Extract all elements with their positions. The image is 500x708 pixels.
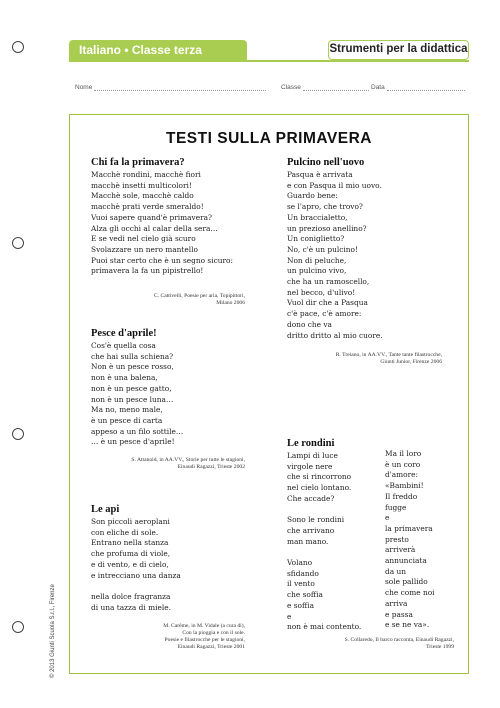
poem-credit: M. Carême, in M. Vidale (a cura di), Con la pioggia e con il sole. Poesie e filastrocche per le stagioni, Einaudi Ragazzi, Trieste 2001 (163, 623, 245, 650)
name-label: Nome (75, 84, 93, 91)
class-field[interactable] (281, 84, 369, 91)
poem-column-a: Lampi di luce virgole nere che si rincorrono nel cielo lontano. Che accade? Sono le rondini che arrivano man mano. Volano sfidando il vento che soffia e soffia e non è mai contento. (287, 451, 362, 632)
poem-credit: S. Attanold, in AA.VV., Storie per tutte le stagioni, Einaudi Ragazzi, Trieste 2002 (131, 457, 245, 470)
subject-tab: Italiano • Classe terza (69, 40, 247, 60)
section-tab: Strumenti per la didattica (328, 40, 469, 60)
poem-title: Chi fa la primavera? (91, 157, 185, 168)
binder-hole (12, 428, 24, 440)
poem-title: Pulcino nell'uovo (287, 157, 365, 168)
class-label: Classe (281, 84, 301, 91)
poem-title: Le api (91, 504, 120, 515)
header-rule (69, 60, 469, 62)
poem-le-rondini (287, 438, 361, 633)
copyright-notice: © 2013 Giunti Scuola S.r.l., Firenze (50, 584, 56, 678)
poem-le-api: Le api Son piccoli aeroplani con eliche di sole. Entrano nella stanza che profuma di viole, e di vento, e di cielo, e intrecciano una danza nella dolce fragranza di una tazza di miele. (91, 504, 181, 612)
date-label: Data (371, 84, 385, 91)
binder-hole (12, 621, 24, 633)
poem-chi-fa-la-primavera: Chi fa la primavera? Macchè rondini, macchè fiori macchè insetti multicolori! Macchè sole, macchè caldo macchè prati verde smeraldo! Vuoi sapere quand'è primavera? Alza gli occhi al calar della sera… E se vedi nel cielo già scuro Svolazzare un nero mantello Puoi star certo che è un segno sicuro: primavera la fa un pipistrello! (91, 157, 233, 276)
page-title: TESTI SULLA PRIMAVERA (166, 130, 372, 147)
date-field[interactable] (371, 84, 465, 91)
poem-pulcino-nell-uovo: Pulcino nell'uovo Pasqua è arrivata e con Pasqua il mio uovo. Guardo bene: se l'apro, che trovo? Un braccialetto, un prezioso anellino? Un coniglietto? No, c'è un pulcino! Non di peluche, un pulcino vivo, che ha un ramoscello, nel becco, d'ulivo! Vuol dir che a Pasqua c'è pace, c'è amore: dono che va dritto dritto al mio cuore. (287, 157, 383, 340)
name-field[interactable] (75, 84, 266, 91)
binder-hole (12, 237, 24, 249)
poem-credit: R. Treiano, in AA.VV., Tante tante filastrocche, Giunti Junior, Firenze 2006 (335, 352, 442, 365)
poem-credit: C. Cattivelli, Poesie per aria, Topipittori, Milano 2006 (153, 293, 245, 306)
poem-title: Pesce d'aprile! (91, 328, 157, 339)
poem-title: Le rondini (287, 438, 335, 449)
binder-hole (12, 41, 24, 53)
poem-pesce-d-aprile: Pesce d'aprile! Cos'è quella cosa che hai sulla schiena? Non è un pesce rosso, non è una balena, non è un pesce gatto, non è un pesce luna… Ma no, meno male, è un pesce di carta appeso a un filo sottile… … è un pesce d'aprile! (91, 328, 184, 447)
poem-column-b: Ma il loro è un coro d'amore: «Bambini! Il freddo fugge e la primavera presto arriverà annunciata da un sole pallido che come noi arriva e passa e se ne va». (385, 449, 435, 630)
poem-credit: S. Collaredo, Il barco racconta, Einaudi Ragazzi, Trieste 1999 (344, 637, 454, 650)
